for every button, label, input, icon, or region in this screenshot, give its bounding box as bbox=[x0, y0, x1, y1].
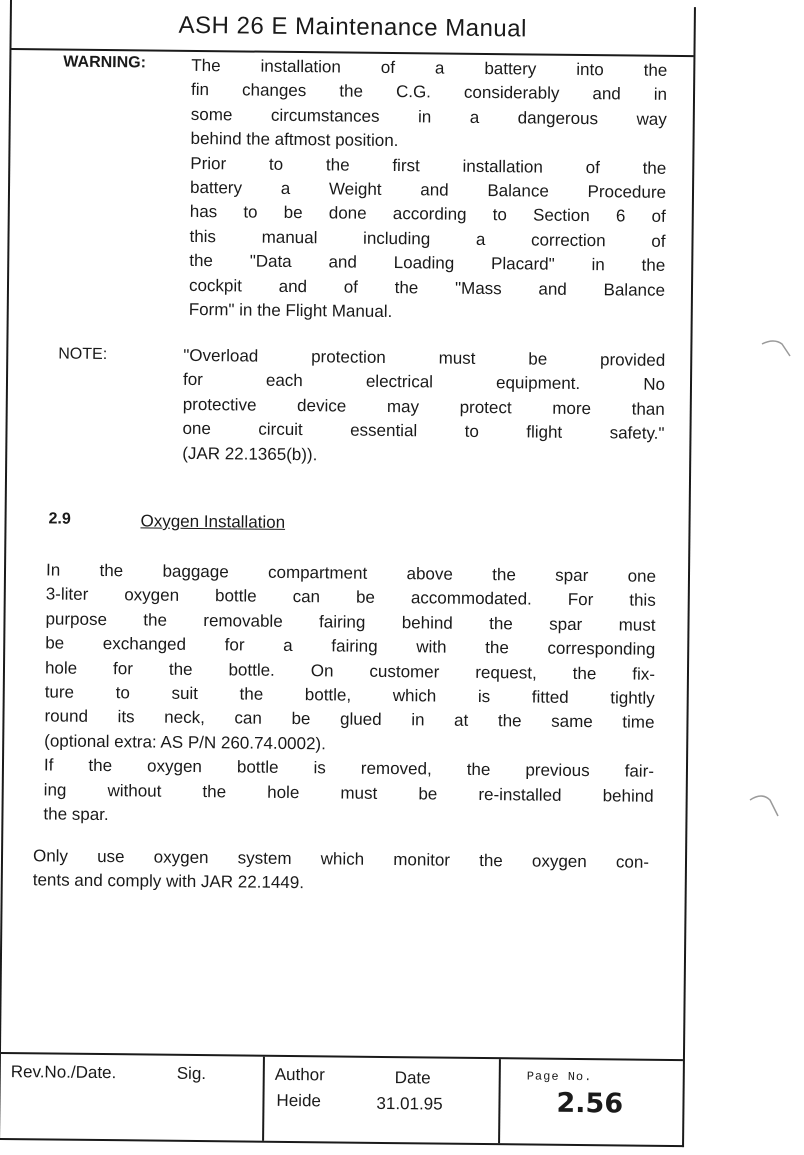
page-header bbox=[11, 0, 693, 57]
note-label: NOTE: bbox=[58, 345, 108, 364]
revision-cell bbox=[0, 1054, 263, 1141]
warning-line: battery a Weight and Balance Procedure bbox=[189, 177, 667, 202]
page-number-value: 2.56 bbox=[556, 1087, 624, 1120]
warning-line: Prior to the first installation of the bbox=[190, 153, 667, 178]
paragraph-line: hole for the bottle. On customer request, the fix- bbox=[44, 658, 656, 684]
oxygen-paragraph-1 bbox=[43, 558, 656, 833]
paragraph-line: ing without the hole must be re-installed behind bbox=[43, 780, 654, 806]
paragraph-line: If the oxygen bottle is removed, the previous fair- bbox=[43, 755, 655, 782]
paragraph-line: ture to suit the bottle, which is fitted tightly bbox=[44, 682, 655, 708]
paragraph-line: the spar. bbox=[43, 804, 109, 825]
warning-line: cockpit and of the "Mass and Balance bbox=[188, 275, 666, 300]
author-label: Author bbox=[274, 1064, 325, 1085]
warning-line: behind the aftmost position. bbox=[190, 129, 399, 151]
paragraph-line: (optional extra: AS P/N 260.74.0002). bbox=[44, 731, 326, 754]
note-line: protective device may protect more than bbox=[182, 394, 665, 419]
section-number: 2.9 bbox=[48, 510, 71, 528]
author-value: Heide bbox=[276, 1090, 322, 1111]
section-title: Oxygen Installation bbox=[140, 511, 286, 532]
margin-mark-icon bbox=[748, 792, 782, 812]
warning-line: The installation of a battery into the bbox=[191, 55, 668, 80]
warning-line: fin changes the C.G. considerably and in bbox=[190, 80, 668, 105]
paragraph-line: purpose the removable fairing behind the spar must bbox=[45, 609, 656, 635]
note-line: for each electrical equipment. No bbox=[182, 370, 666, 395]
note-line: "Overload protection must be provided bbox=[183, 345, 666, 370]
paragraph-line: round its neck, can be glued in at the same time bbox=[44, 706, 655, 733]
warning-line: has to be done according to Section 6 of bbox=[189, 202, 666, 227]
note-line: (JAR 22.1365(b)). bbox=[182, 443, 318, 464]
page-number-label: Page No. bbox=[526, 1069, 593, 1085]
warning-line: this manual including a correction of bbox=[189, 226, 666, 251]
paragraph-line: In the baggage compartment above the spar one bbox=[45, 560, 657, 586]
paragraph-line: tents and comply with JAR 22.1449. bbox=[32, 870, 305, 893]
page-number-cell bbox=[498, 1059, 687, 1145]
margin-mark-icon bbox=[760, 338, 794, 358]
paragraph-line: Only use oxygen system which monitor the oxygen con- bbox=[32, 846, 650, 872]
oxygen-paragraph-2 bbox=[33, 844, 649, 899]
paragraph-line: 3-liter oxygen bottle can be accommodated. For this bbox=[45, 584, 656, 611]
warning-line: Form" in the Flight Manual. bbox=[188, 299, 393, 322]
warning-line: some circumstances in a dangerous way bbox=[190, 104, 667, 129]
warning-line: the "Data and Loading Placard" in the bbox=[189, 251, 666, 276]
note-text bbox=[182, 344, 665, 471]
page-footer bbox=[0, 1052, 683, 1145]
note-line: one circuit essential to flight safety." bbox=[182, 419, 665, 444]
manual-title: ASH 26 E Maintenance Manual bbox=[178, 11, 528, 43]
date-value: 31.01.95 bbox=[376, 1093, 443, 1114]
signature-label: Sig. bbox=[176, 1063, 207, 1084]
date-label: Date bbox=[394, 1068, 431, 1088]
author-date-cell bbox=[262, 1057, 501, 1143]
page-body bbox=[1, 50, 693, 1047]
paragraph-line: be exchanged for a fairing with the corresponding bbox=[45, 633, 656, 660]
revision-label: Rev.No./Date. bbox=[10, 1062, 117, 1083]
warning-text bbox=[189, 54, 668, 327]
warning-label: WARNING: bbox=[63, 53, 147, 72]
